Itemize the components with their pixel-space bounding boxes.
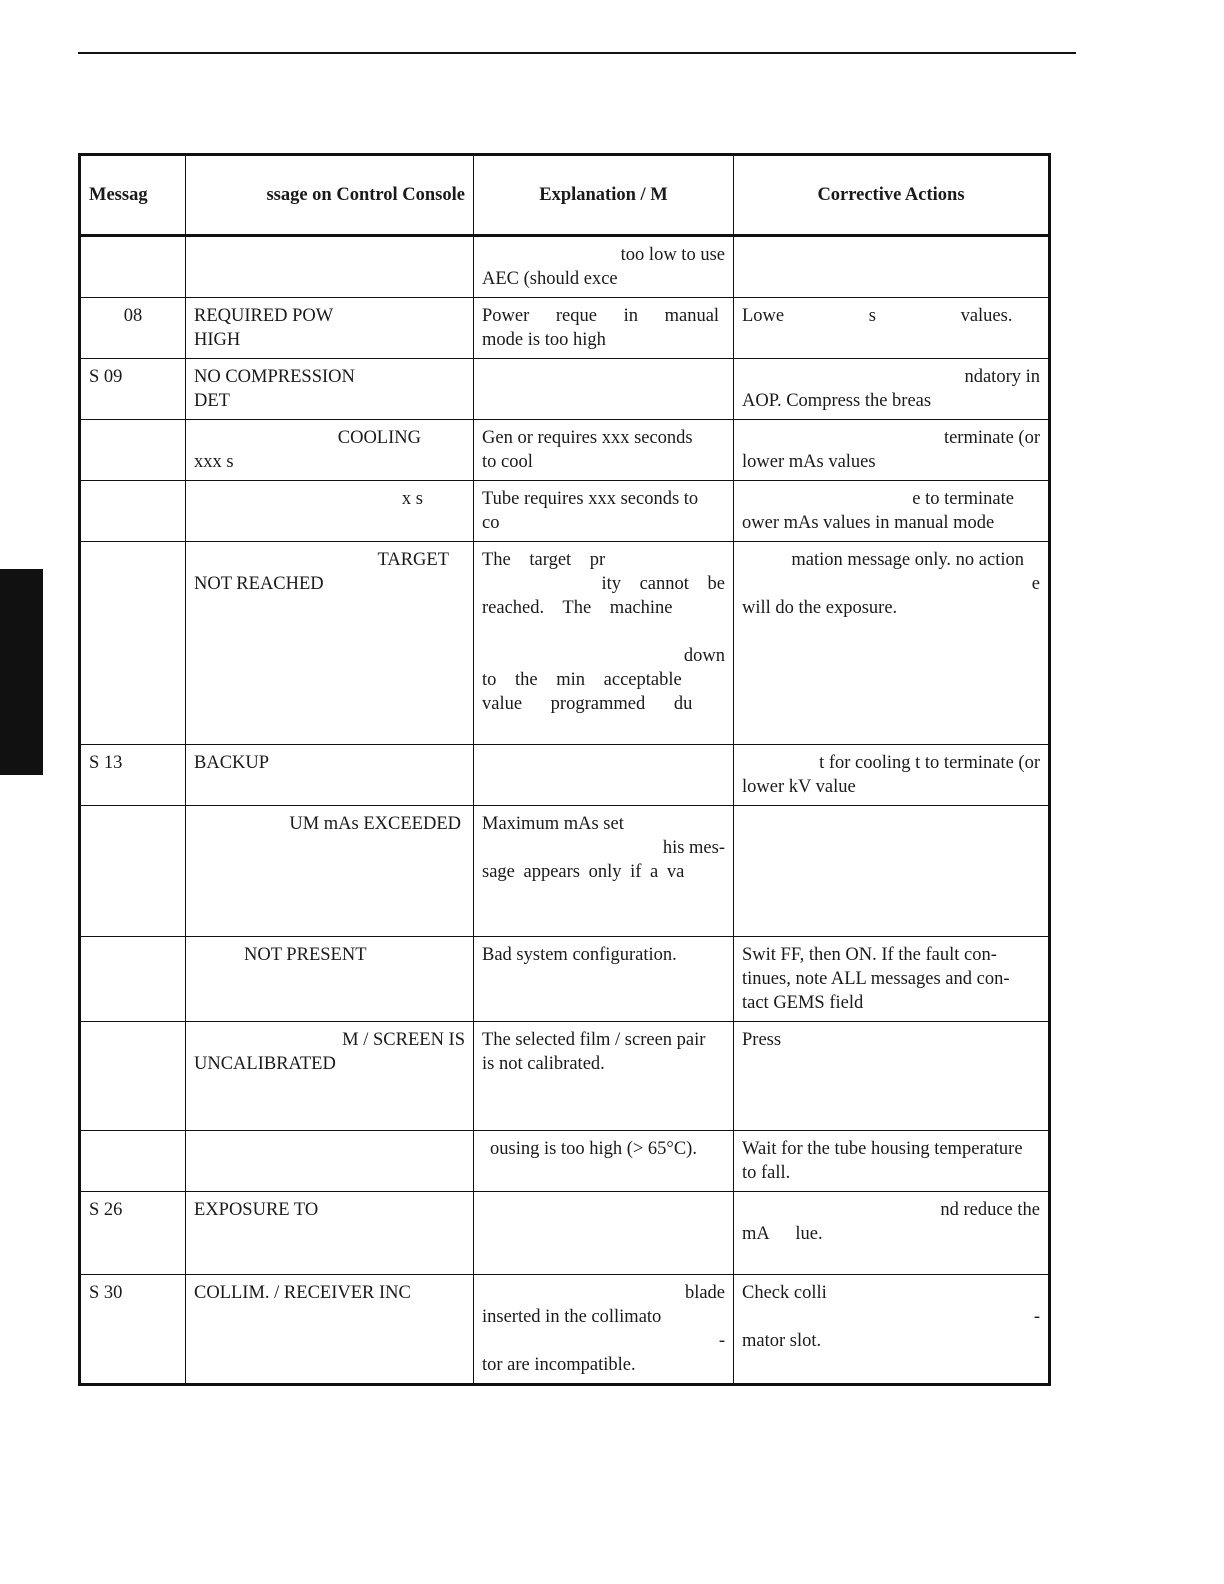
corrective-action: mation message only. no action e will do the exposure.: [734, 542, 1050, 745]
console-message: M / SCREEN IS UNCALIBRATED: [186, 1022, 474, 1131]
explanation: [474, 745, 734, 806]
console-message: [186, 236, 474, 298]
console-message: COOLING xxx s: [186, 420, 474, 481]
console-message: EXPOSURE TO: [186, 1192, 474, 1275]
console-message: UM mAs EXCEEDED: [186, 806, 474, 937]
table-row: [80, 1192, 1050, 1275]
message-id: S 30: [80, 1275, 186, 1385]
explanation: [474, 359, 734, 420]
explanation: Power reque in manual mode is too high: [474, 298, 734, 359]
table-row: [80, 1022, 1050, 1131]
message-table: [78, 153, 1051, 1386]
table-row: [80, 1131, 1050, 1192]
console-message: REQUIRED POW HIGH: [186, 298, 474, 359]
console-message: NOT PRESENT: [186, 937, 474, 1022]
message-id: [80, 420, 186, 481]
table-row: [80, 236, 1050, 298]
corrective-action: e to terminate ower mAs values in manual mode: [734, 481, 1050, 542]
corrective-action: [734, 806, 1050, 937]
top-rule: [78, 52, 1076, 54]
message-id: [80, 542, 186, 745]
explanation: Maximum mAs set his mes- sage appears only if a va: [474, 806, 734, 937]
corrective-action: terminate (or lower mAs values: [734, 420, 1050, 481]
table-row: [80, 481, 1050, 542]
message-id: 08: [80, 298, 186, 359]
console-message: [186, 1131, 474, 1192]
header-actions: Corrective Actions: [734, 155, 1050, 236]
header-explanation: Explanation / M: [474, 155, 734, 236]
table-row: [80, 359, 1050, 420]
corrective-action: Press: [734, 1022, 1050, 1131]
message-id: [80, 236, 186, 298]
table-row: [80, 937, 1050, 1022]
table-row: [80, 745, 1050, 806]
message-id: S 09: [80, 359, 186, 420]
corrective-action: ndatory in AOP. Compress the breas: [734, 359, 1050, 420]
table-row: [80, 420, 1050, 481]
explanation: Tube requires xxx seconds to co: [474, 481, 734, 542]
corrective-action: nd reduce the mA lue.: [734, 1192, 1050, 1275]
explanation: The target pr ity cannot be reached. The machine down to the min acceptable value programmed du: [474, 542, 734, 745]
corrective-action: t for cooling t to terminate (or lower kV value: [734, 745, 1050, 806]
explanation: too low to use AEC (should exce: [474, 236, 734, 298]
console-message: x s: [186, 481, 474, 542]
message-id: S 26: [80, 1192, 186, 1275]
message-id: [80, 481, 186, 542]
corrective-action: Wait for the tube housing temperature to fall.: [734, 1131, 1050, 1192]
message-id: [80, 806, 186, 937]
explanation: Gen or requires xxx seconds to cool: [474, 420, 734, 481]
table-row: [80, 1275, 1050, 1385]
message-id: [80, 937, 186, 1022]
explanation: ousing is too high (> 65°C).: [474, 1131, 734, 1192]
header-message: Messag: [80, 155, 186, 236]
corrective-action: Lowe s values.: [734, 298, 1050, 359]
message-id: [80, 1131, 186, 1192]
message-id: [80, 1022, 186, 1131]
console-message: NO COMPRESSION DET: [186, 359, 474, 420]
console-message: BACKUP: [186, 745, 474, 806]
console-message: TARGET NOT REACHED: [186, 542, 474, 745]
corrective-action: Swit FF, then ON. If the fault con- tinues, note ALL messages and con- tact GEMS field: [734, 937, 1050, 1022]
table-row: [80, 298, 1050, 359]
explanation: Bad system configuration.: [474, 937, 734, 1022]
explanation: The selected film / screen pair is not calibrated.: [474, 1022, 734, 1131]
table-row: [80, 806, 1050, 937]
side-tab-marker: [0, 569, 43, 775]
console-message: COLLIM. / RECEIVER INC: [186, 1275, 474, 1385]
table-header-row: [80, 155, 1050, 236]
table-row: [80, 542, 1050, 745]
header-console: ssage on Control Console: [186, 155, 474, 236]
corrective-action: [734, 236, 1050, 298]
corrective-action: Check colli - mator slot.: [734, 1275, 1050, 1385]
explanation: [474, 1192, 734, 1275]
message-id: S 13: [80, 745, 186, 806]
explanation: blade inserted in the collimato - tor are incompatible.: [474, 1275, 734, 1385]
